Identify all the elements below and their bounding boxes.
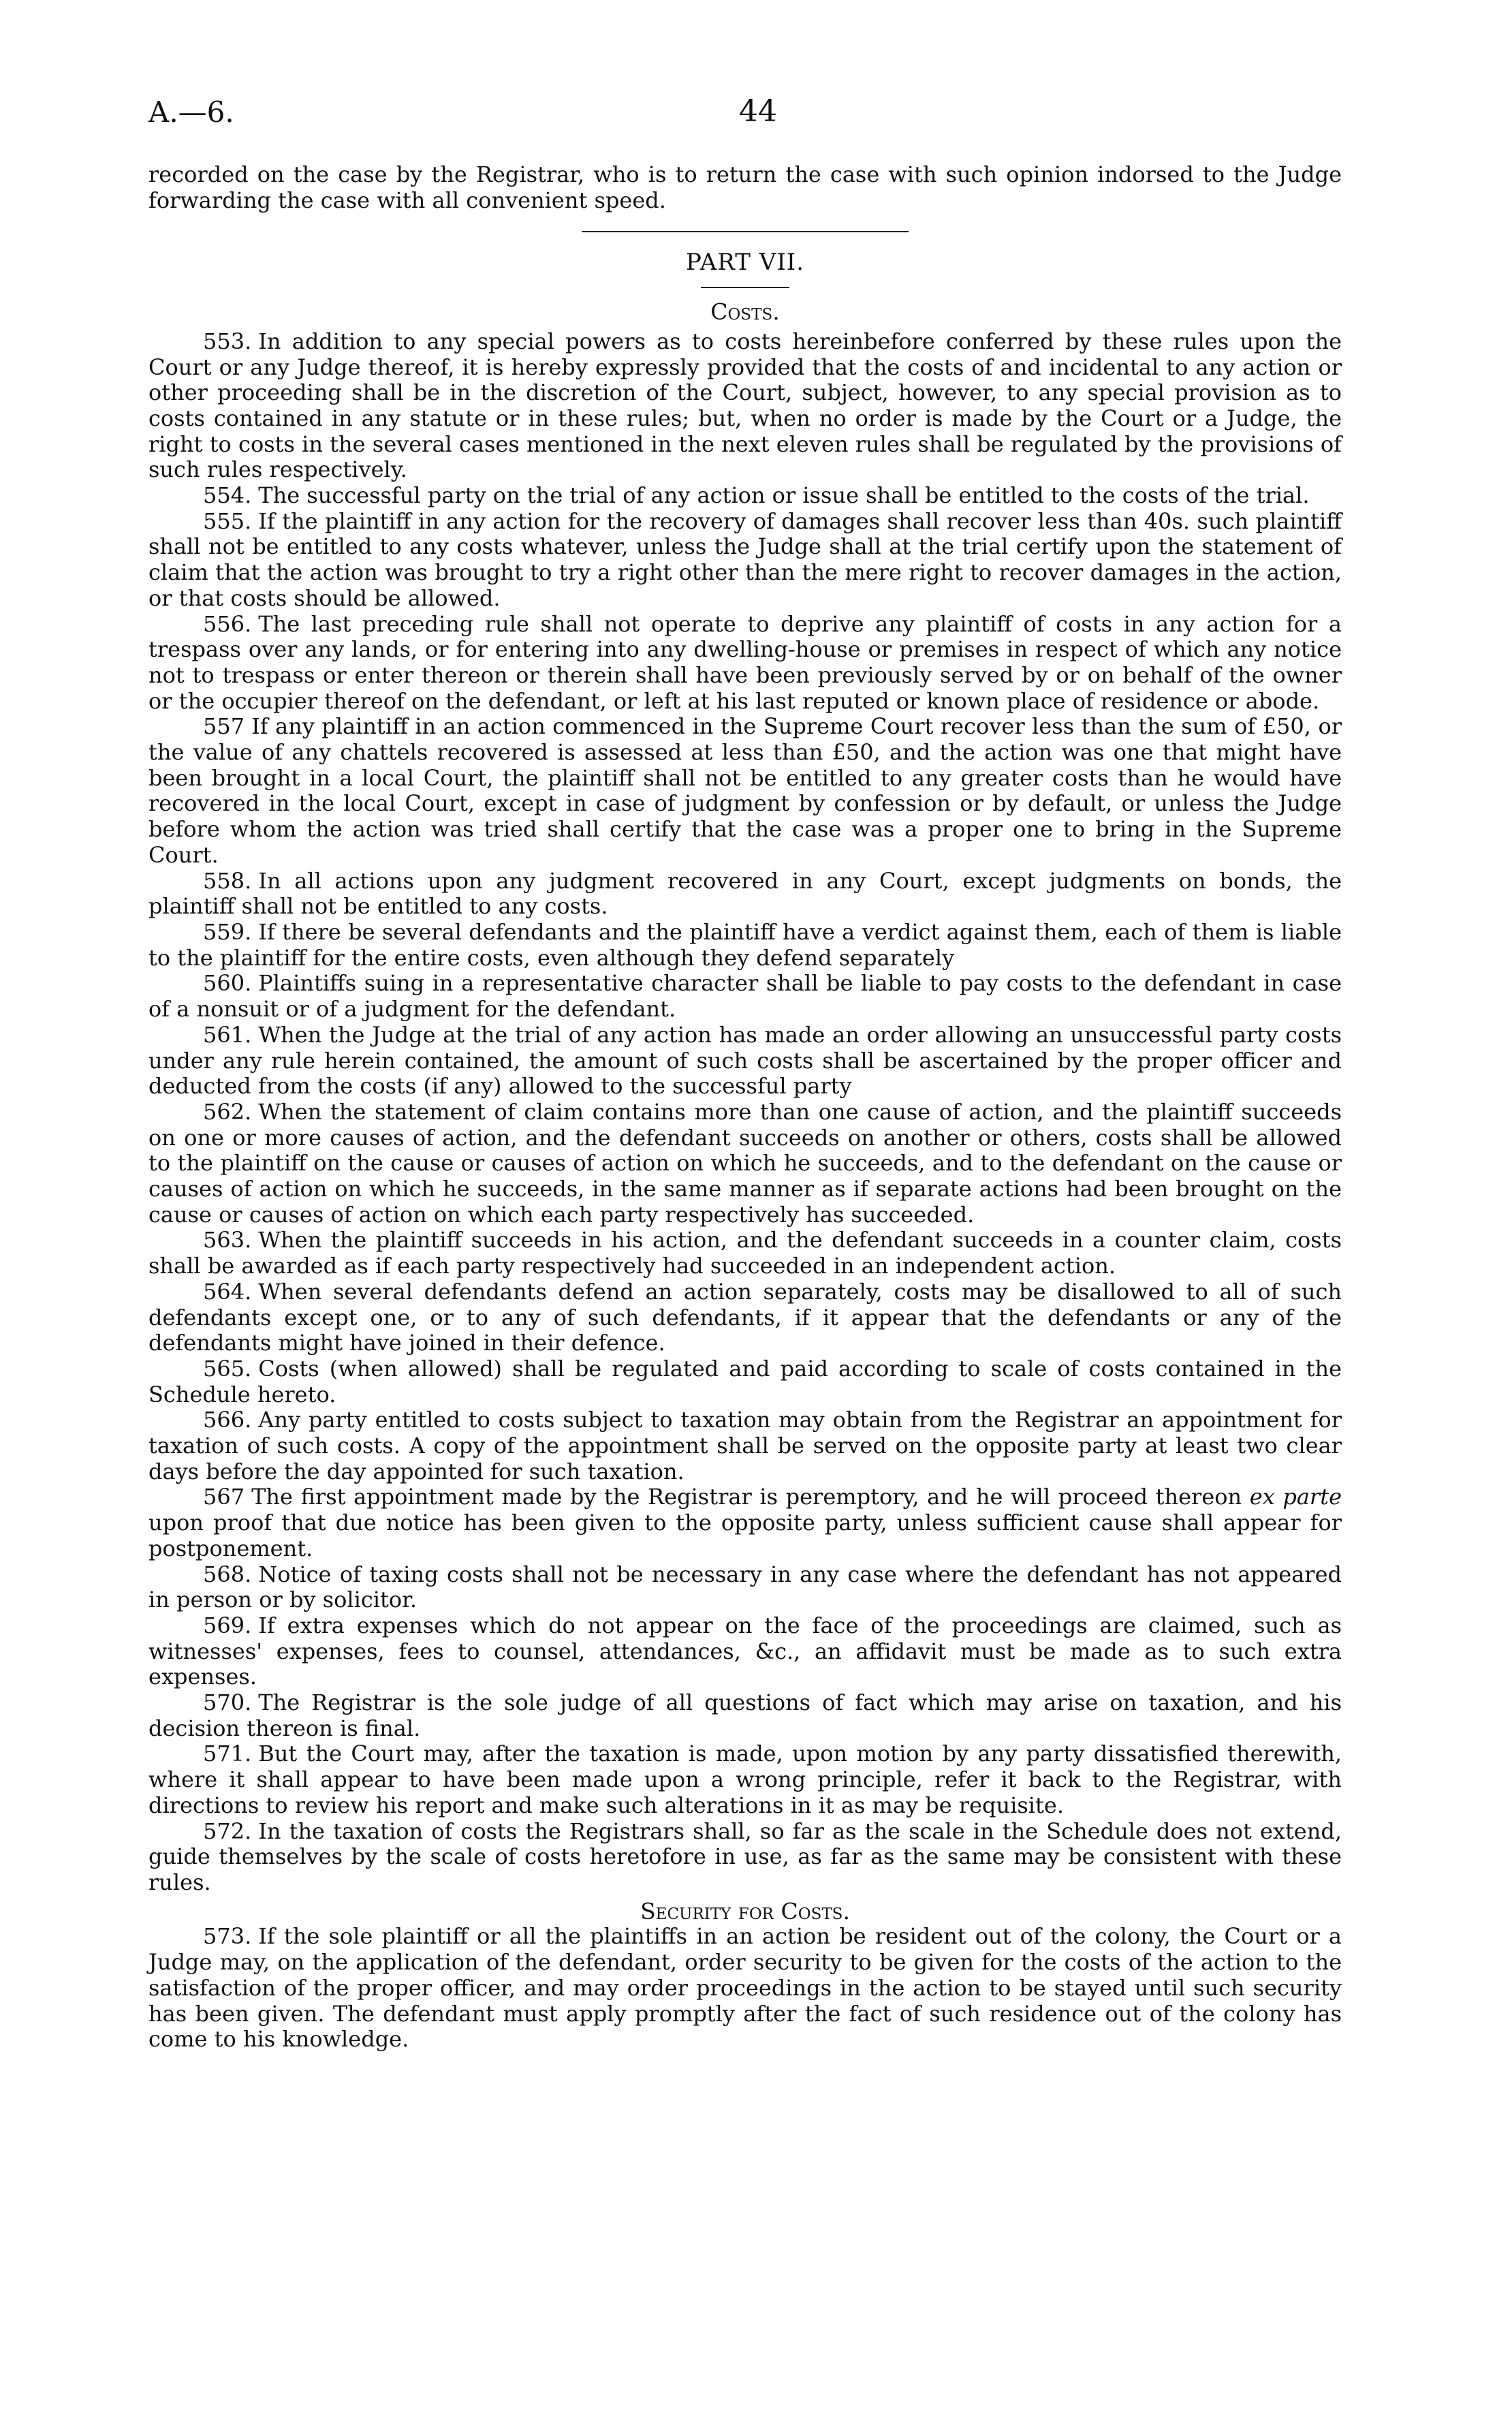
rule-number: 567 <box>203 1484 245 1510</box>
rule-text: When the Judge at the trial of any action has made an order allowing an unsuccessful party costs under any rule herein contained, the amount of such costs shall be ascertained by the proper officer and deducted from the costs (if any) allowed to the successful party <box>148 1021 1342 1100</box>
rule-text: The last preceding rule shall not operate to deprive any plaintiff of costs in any action for a trespass over any lands, or for entering into any dwelling-house or premises in respect of which any notice not to trespass or enter thereon or therein shall have been previously served by or on behalf of the owner or the occupier thereof on the defendant, or left at his last reputed or known place of residence or abode. <box>148 610 1342 714</box>
rule-number: 562. <box>203 1098 252 1125</box>
rule-text: If extra expenses which do not appear on the face of the proceedings are claimed, such as witnesses' expenses, fees to counsel, attendances, &c., an affidavit must be made as to such extra expenses. <box>148 1612 1342 1690</box>
rule-560 <box>148 971 1342 1022</box>
rule-number: 557 <box>203 713 245 740</box>
rule-556 <box>148 612 1342 715</box>
rule-number: 564. <box>203 1278 252 1305</box>
security-for-costs-heading: Security for Costs. <box>640 1897 850 1925</box>
rule-text-italic: ex parte <box>1249 1484 1342 1510</box>
rule-567 <box>148 1484 1342 1561</box>
rule-number: 555. <box>203 508 252 534</box>
rule-text: The Registrar is the sole judge of all questions of fact which may arise on taxation, and his decision thereon is final. <box>148 1689 1342 1741</box>
rule-text: Any party entitled to costs subject to taxation may obtain from the Registrar an appointment for taxation of such costs. A copy of the appointment shall be served on the opposite party at least two clear days before the day appointed for such taxation. <box>148 1407 1342 1484</box>
rule-number: 573. <box>203 1923 252 1950</box>
rule-text: If there be several defendants and the plaintiff have a verdict against them, each of them is liable to the plaintiff for the entire costs, even although they defend separately <box>148 918 1342 971</box>
rule-559 <box>148 920 1342 971</box>
rule-number: 559. <box>203 918 252 945</box>
rule-number: 560. <box>203 970 252 997</box>
rule-text: The first appointment made by the Registrar is peremptory, and he will proceed thereon <box>251 1484 1250 1510</box>
document-reference: A.—6. <box>148 95 234 129</box>
rule-570 <box>148 1690 1342 1741</box>
rule-number: 565. <box>203 1355 252 1382</box>
rule-text: If the plaintiff in any action for the recovery of damages shall recover less than 40s. such plaintiff shall not be entitled to any costs whatever, unless the Judge shall at the trial certify upon the statement of claim that the action was brought to try a right other than the mere right to recover damages in the action, or that costs should be allowed. <box>148 508 1342 611</box>
rule-number: 563. <box>203 1227 252 1253</box>
rule-number: 561. <box>203 1021 252 1048</box>
rule-text: upon proof that due notice has been given to the opposite party, unless sufficient cause shall appear for postponement. <box>148 1510 1342 1561</box>
rule-554 <box>148 483 1342 509</box>
rule-572 <box>148 1819 1342 1896</box>
rule-557 <box>148 714 1342 868</box>
rule-number: 553. <box>203 328 252 354</box>
rule-text: Notice of taxing costs shall not be necessary in any case where the defendant has not appeared in person or by solicitor. <box>148 1561 1342 1613</box>
section-divider <box>582 231 909 232</box>
rule-number: 566. <box>203 1407 252 1433</box>
part-title: PART VII. <box>685 249 805 277</box>
rule-number: 558. <box>203 867 252 894</box>
rule-text: Plaintiffs suing in a representative character shall be liable to pay costs to the defendant in case of a nonsuit or of a judgment for the defendant. <box>148 970 1342 1023</box>
rule-text: If the sole plaintiff or all the plaintiffs in an action be resident out of the colony, the Court or a Judge may, on the application of the defendant, order security to be given for the costs of the action to the satisfaction of the proper officer, and may order proceedings in the action to be stayed until such security has been given. The defendant must apply promptly after the fact of such residence out of the colony has come to his knowledge. <box>148 1923 1342 2053</box>
rule-563 <box>148 1228 1342 1279</box>
rule-568 <box>148 1562 1342 1613</box>
intro-paragraph: recorded on the case by the Registrar, who is to return the case with such opinion indorsed to the Judge forwarding the case with all convenient speed. <box>148 161 1342 213</box>
rule-text: When several defendants defend an action separately, costs may be disallowed to all of such defendants except one, or to any of such defendants, if it appear that the defendants or any of the defendants might have joined in their defence. <box>148 1278 1342 1356</box>
rule-number: 570. <box>203 1689 252 1716</box>
rule-565 <box>148 1356 1342 1407</box>
rule-562 <box>148 1100 1342 1228</box>
page-number: 44 <box>739 94 777 129</box>
rule-number: 554. <box>203 482 252 509</box>
rule-564 <box>148 1279 1342 1356</box>
rule-571 <box>148 1741 1342 1818</box>
rule-text: When the plaintiff succeeds in his action, and the defendant succeeds in a counter claim, costs shall be awarded as if each party respectively had succeeded in an independent action. <box>148 1227 1342 1279</box>
rule-561 <box>148 1023 1342 1100</box>
rule-number: 571. <box>203 1741 252 1767</box>
rule-number: 572. <box>203 1818 252 1844</box>
rule-number: 556. <box>203 610 252 637</box>
rule-553 <box>148 329 1342 483</box>
rule-555 <box>148 509 1342 612</box>
heading-divider <box>701 287 789 288</box>
rule-566 <box>148 1407 1342 1484</box>
rule-text: In all actions upon any judgment recovered in any Court, except judgments on bonds, the plaintiff shall not be entitled to any costs. <box>148 867 1342 920</box>
page-body <box>148 162 1342 2053</box>
rule-text: In addition to any special powers as to costs hereinbefore conferred by these rules upon the Court or any Judge thereof, it is hereby expressly provided that the costs of and incidental to any action or other proceeding shall be in the discretion of the Court, subject, however, to any special provision as to costs contained in any statute or in these rules; but, when no order is made by the Court or a Judge, the right to costs in the several cases mentioned in the next eleven rules shall be regulated by the provisions of such rules respectively. <box>148 328 1342 483</box>
rule-number: 568. <box>203 1561 252 1587</box>
rule-number: 569. <box>203 1612 252 1638</box>
rule-573 <box>148 1924 1342 2053</box>
rule-text: When the statement of claim contains more than one cause of action, and the plaintiff succeeds on one or more causes of action, and the defendant succeeds on another or others, costs shall be allowed to the plaintiff on the cause or causes of action on which he succeeds, and to the defendant on the cause or causes of action on which he succeeds, in the same manner as if separate actions had been brought on the cause or causes of action on which each party respectively has succeeded. <box>148 1098 1342 1228</box>
rule-text: In the taxation of costs the Registrars shall, so far as the scale in the Schedule does not extend, guide themselves by the scale of costs heretofore in use, as far as the same may be consistent with these rules. <box>148 1818 1342 1895</box>
rule-569 <box>148 1613 1342 1690</box>
rule-558 <box>148 869 1342 920</box>
rule-text: But the Court may, after the taxation is made, upon motion by any party dissatisfied therewith, where it shall appear to have been made upon a wrong principle, refer it back to the Registrar, with directions to review his report and make such alterations in it as may be requisite. <box>148 1741 1342 1818</box>
section-title: Costs. <box>710 298 780 326</box>
rule-text: The successful party on the trial of any action or issue shall be entitled to the costs of the trial. <box>258 482 1310 509</box>
rule-text: If any plaintiff in an action commenced in the Supreme Court recover less than the sum of £50, or the value of any chattels recovered is assessed at less than £50, and the action was one that might have been brought in a local Court, the plaintiff shall not be entitled to any greater costs than he would have recovered in the local Court, except in case of judgment by confession or by default, or unless the Judge before whom the action was tried shall certify that the case was a proper one to bring in the Supreme Court. <box>148 713 1342 868</box>
rule-text: Costs (when allowed) shall be regulated and paid according to scale of costs contained in the Schedule hereto. <box>148 1355 1342 1407</box>
